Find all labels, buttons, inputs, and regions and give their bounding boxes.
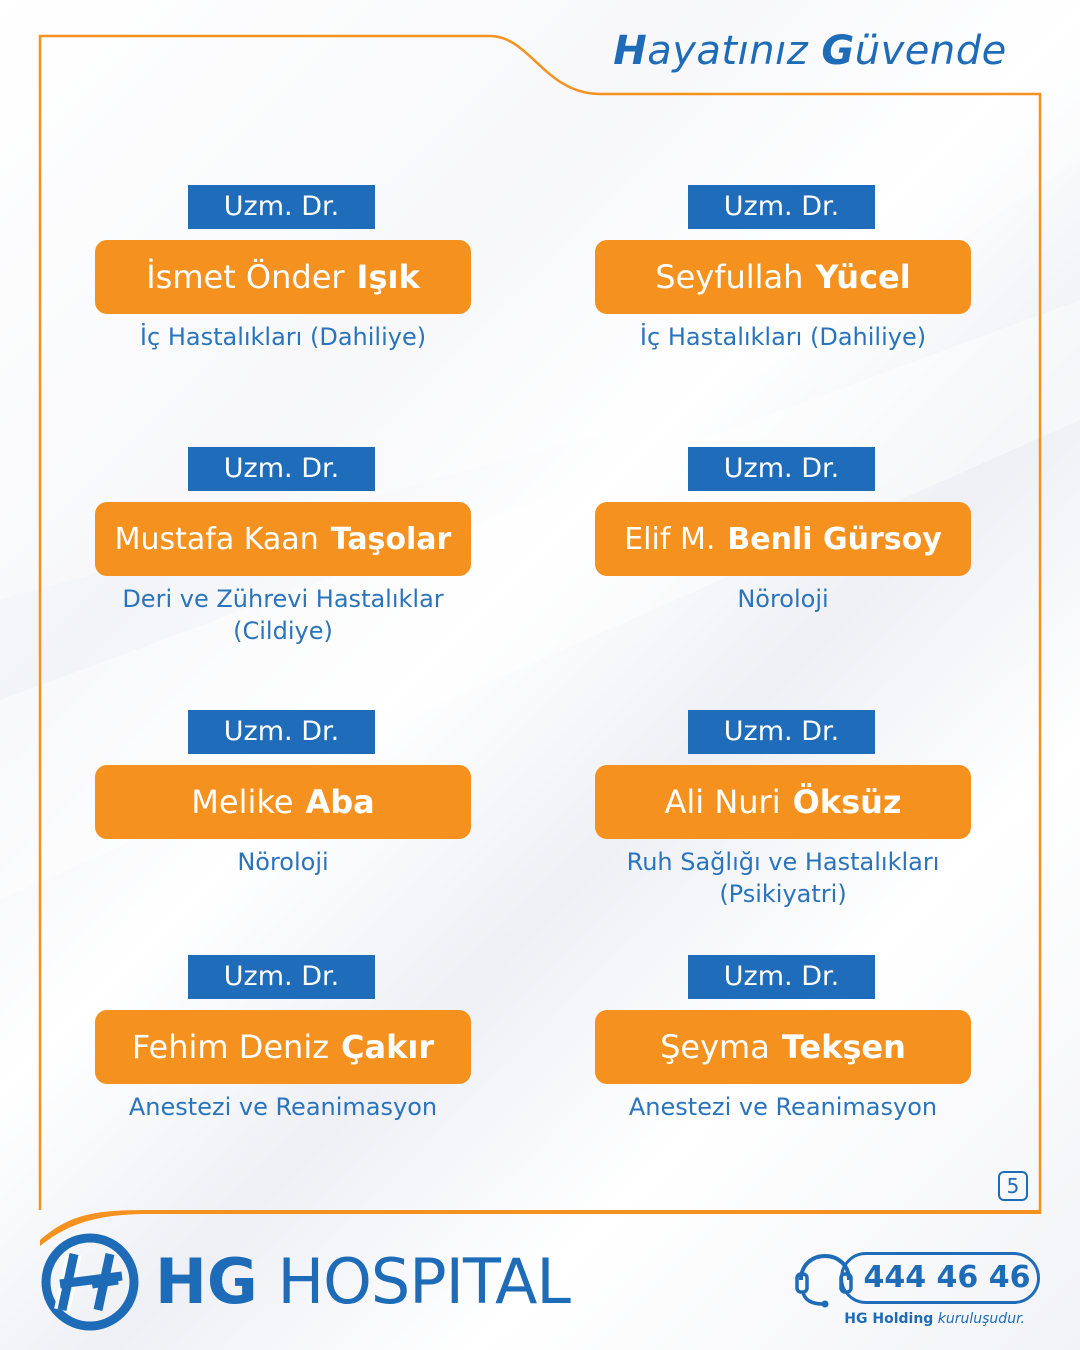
doctor-title: Uzm. Dr. [688,710,875,754]
doctor-surname: Işık [356,258,420,296]
doctor-surname: Taşolar [330,521,452,557]
brand-hg: HG [155,1245,258,1318]
doctor-title: Uzm. Dr. [688,955,875,999]
doctor-specialty: Ruh Sağlığı ve Hastalıkları (Psikiyatri) [626,848,940,908]
doctor-specialty: Anestezi ve Reanimasyon [628,1093,938,1121]
doctor-card [95,710,471,880]
tagline [600,28,1020,74]
doctor-name [595,240,971,314]
doctor-title: Uzm. Dr. [188,955,375,999]
doctor-name [595,1010,971,1084]
doctor-name [95,240,471,314]
doctor-card [595,710,971,908]
doctor-title: Uzm. Dr. [688,185,875,229]
doctor-given-name: Şeyma [660,1028,770,1066]
doctor-card [595,955,971,1125]
holding-suffix: kuruluşudur. [937,1311,1025,1327]
doctor-name [595,765,971,839]
doctor-specialty: Nöroloji [737,585,829,613]
brand-name [155,1242,570,1322]
doctor-specialty: Nöroloji [237,848,329,876]
doctor-surname: Öksüz [792,783,902,821]
doctor-name [95,765,471,839]
doctor-name [95,502,471,576]
tagline-part1: ayatınız [647,28,822,74]
doctor-card [95,955,471,1125]
doctor-title: Uzm. Dr. [188,185,375,229]
doctor-surname: Tekşen [781,1028,906,1066]
tagline-part2: üvende [854,28,1007,74]
doctor-given-name: Elif M. [624,521,716,557]
doctor-card [95,447,471,645]
doctor-card [595,447,971,617]
doctor-name [595,502,971,576]
doctor-given-name: Seyfullah [655,258,804,296]
doctor-specialty: İç Hastalıkları (Dahiliye) [139,323,427,351]
holding-name: HG Holding [844,1311,934,1327]
doctor-given-name: Mustafa Kaan [114,521,319,557]
doctor-given-name: Ali Nuri [664,783,781,821]
tagline-g: G [821,28,855,74]
holding-note [830,1311,1025,1327]
doctor-name [95,1010,471,1084]
doctor-surname: Çakır [341,1028,435,1066]
doctor-given-name: Fehim Deniz [131,1028,330,1066]
doctor-surname: Aba [305,783,375,821]
doctor-title: Uzm. Dr. [688,447,875,491]
doctor-card [95,185,471,355]
doctor-given-name: İsmet Önder [146,258,345,296]
phone-number[interactable]: 444 46 46 [863,1260,1031,1295]
doctor-surname: Yücel [815,258,911,296]
doctor-specialty: Deri ve Zührevi Hastalıklar (Cildiye) [122,585,444,645]
doctor-card [595,185,971,355]
doctor-title: Uzm. Dr. [188,710,375,754]
doctor-surname: Benli Gürsoy [727,521,942,557]
doctor-title: Uzm. Dr. [188,447,375,491]
doctor-specialty: İç Hastalıkları (Dahiliye) [639,323,927,351]
doctor-specialty: Anestezi ve Reanimasyon [128,1093,438,1121]
hg-logo-icon [40,1232,140,1332]
page-number: 5 [998,1171,1028,1201]
doctor-given-name: Melike [191,783,294,821]
brand-hospital: HOSPITAL [277,1245,570,1318]
tagline-h: H [613,28,648,74]
